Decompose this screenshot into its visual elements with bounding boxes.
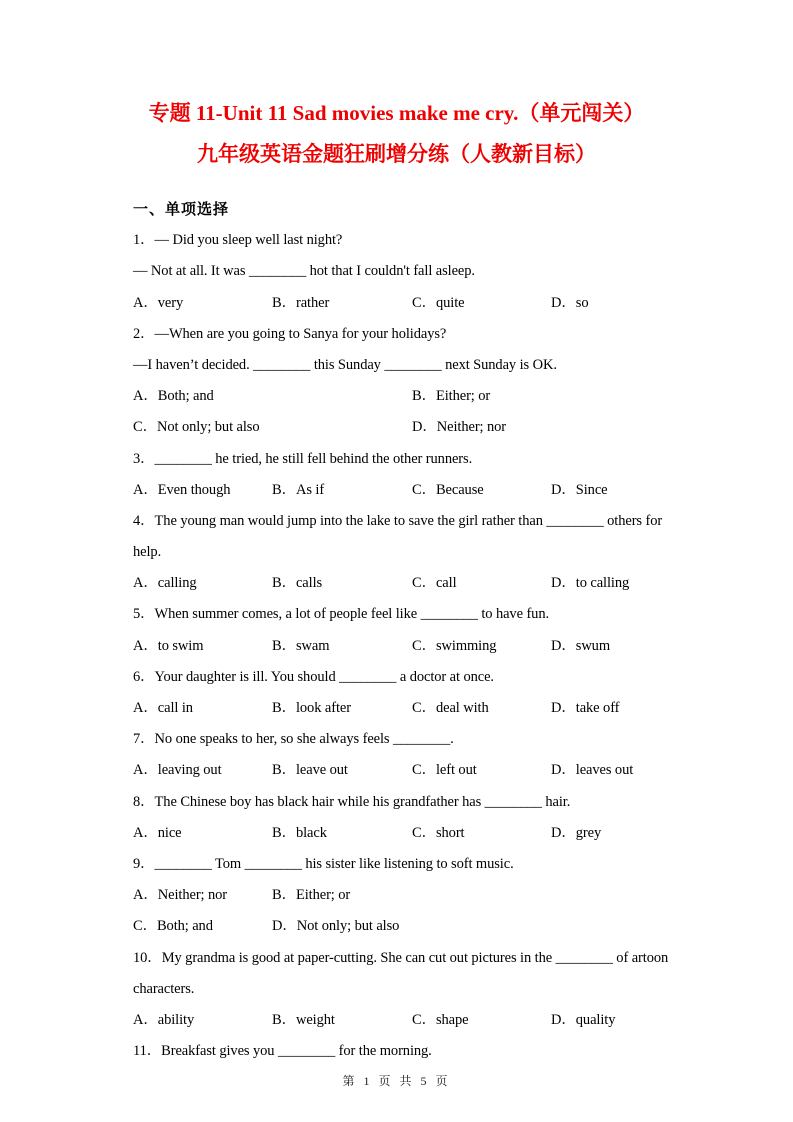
q1-options-row: [133, 288, 663, 319]
q2-option-d: D．Neither; nor: [412, 419, 507, 436]
q6-option-a: A．call in: [133, 700, 193, 716]
q1-stem-line-2: — Not at all. It was ________ hot that I couldn't fall asleep.: [133, 263, 475, 280]
q4-option-d: D．to calling: [551, 575, 630, 592]
q2-stem-line-1: 2．—When are you going to Sanya for your holidays?: [133, 325, 447, 342]
q8-option-b: B．black: [272, 824, 327, 841]
q6-option-b: B．look after: [272, 700, 351, 716]
q4-options-row: [133, 568, 663, 599]
q1-option-a: A．very: [133, 294, 184, 311]
q8-option-d: D．grey: [551, 824, 602, 841]
q4-option-a: A．calling: [133, 575, 197, 592]
q3-option-a: A．Even though: [133, 481, 231, 498]
q10-option-a: A．ability: [133, 1011, 195, 1028]
q3-options-row: [133, 475, 663, 506]
q2-options-row-2: [133, 412, 663, 443]
section-heading: 一、单项选择: [133, 201, 230, 218]
q10-option-b: B．weight: [272, 1011, 335, 1028]
document-title-line-1: 专题 11-Unit 11 Sad movies make me cry.（单元闯关）: [148, 101, 645, 125]
document-body: [133, 194, 669, 1067]
q7-option-b: B．leave out: [272, 762, 348, 779]
q5-option-c: C．swimming: [412, 637, 497, 654]
q4-option-c: C．call: [412, 575, 457, 592]
q2-options-row-1: [133, 381, 663, 412]
q6-stem-line-1: 6．Your daughter is ill. You should ________ a doctor at once.: [133, 668, 494, 685]
q10-options-row: [133, 1005, 663, 1036]
q10-option-c: C．shape: [412, 1011, 469, 1028]
q5-option-a: A．to swim: [133, 637, 204, 654]
q3-option-d: D．Since: [551, 481, 608, 498]
q5-stem-line-1: 5．When summer comes, a lot of people feel like ________ to have fun.: [133, 606, 550, 623]
q9-options-row-2: [133, 911, 663, 942]
q7-option-c: C．left out: [412, 762, 477, 779]
q2-option-a: A．Both; and: [133, 388, 214, 405]
q6-options-row: [133, 693, 663, 724]
q2-option-c: C．Not only; but also: [133, 419, 260, 436]
q1-option-b: B．rather: [272, 294, 330, 311]
q8-option-c: C．short: [412, 824, 465, 841]
q7-option-d: D．leaves out: [551, 762, 634, 779]
q4-stem-line-2: help.: [133, 544, 162, 561]
q1-option-d: D．so: [551, 294, 589, 311]
q9-stem-line-1: 9．________ Tom ________ his sister like listening to soft music.: [133, 855, 514, 872]
q2-option-b: B．Either; or: [412, 388, 491, 405]
q4-option-b: B．calls: [272, 575, 323, 592]
page-number-footer: 第 1 页 共 5 页: [342, 1074, 451, 1088]
q10-stem-line-2: characters.: [133, 980, 195, 997]
q8-stem-line-1: 8．The Chinese boy has black hair while his grandfather has ________ hair.: [133, 793, 571, 810]
q6-option-c: C．deal with: [412, 700, 489, 716]
document-title-line-2: 九年级英语金题狂刷增分练（人教新目标）: [197, 142, 596, 166]
q3-option-b: B．As if: [272, 481, 325, 498]
q7-option-a: A．leaving out: [133, 762, 222, 779]
q6-option-d: D．take off: [551, 700, 620, 716]
q8-option-a: A．nice: [133, 824, 182, 841]
q10-option-d: D．quality: [551, 1011, 616, 1028]
q5-option-b: B．swam: [272, 637, 330, 654]
q3-option-c: C．Because: [412, 481, 484, 498]
q3-stem-line-1: 3．________ he tried, he still fell behind the other runners.: [133, 450, 473, 467]
q9-option-b: B．Either; or: [272, 887, 351, 904]
q5-options-row: [133, 631, 663, 662]
q9-options-row-1: [133, 880, 663, 911]
q11-stem-line-1: 11．Breakfast gives you ________ for the morning.: [133, 1043, 432, 1060]
q1-option-c: C．quite: [412, 294, 465, 311]
q9-option-c: C．Both; and: [133, 918, 213, 935]
q2-stem-line-2: —I haven’t decided. ________ this Sunday ________ next Sunday is OK.: [133, 356, 557, 373]
q8-options-row: [133, 818, 663, 849]
q9-option-d: D．Not only; but also: [272, 918, 400, 935]
q7-options-row: [133, 755, 663, 786]
q4-stem-line-1: 4．The young man would jump into the lake to save the girl rather than ________ others for: [133, 512, 663, 529]
q7-stem-line-1: 7．No one speaks to her, so she always feels ________.: [133, 731, 454, 748]
q10-stem-line-1: 10．My grandma is good at paper-cutting. She can cut out pictures in the ________ of artoon: [133, 949, 669, 966]
q9-option-a: A．Neither; nor: [133, 887, 228, 904]
q5-option-d: D．swum: [551, 637, 611, 654]
q1-stem-line-1: 1．— Did you sleep well last night?: [133, 232, 343, 249]
